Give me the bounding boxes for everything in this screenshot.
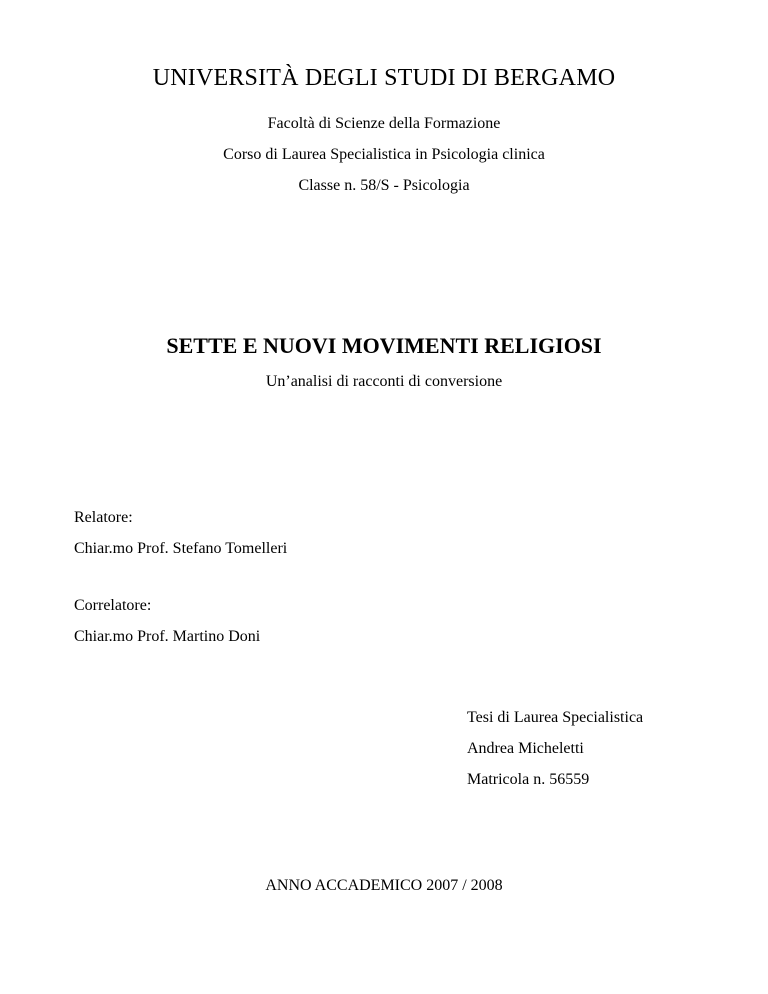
thesis-type: Tesi di Laurea Specialistica (467, 709, 644, 726)
relatore-name: Chiar.mo Prof. Stefano Tomelleri (74, 540, 288, 557)
thesis-subtitle: Un’analisi di racconti di conversione (265, 373, 503, 390)
thesis-title: SETTE E NUOVI MOVIMENTI RELIGIOSI (166, 333, 602, 358)
degree-class: Classe n. 58/S - Psicologia (298, 177, 470, 194)
relatore-label: Relatore: (74, 509, 133, 526)
academic-year: ANNO ACCADEMICO 2007 / 2008 (265, 877, 503, 894)
student-name: Andrea Micheletti (467, 740, 584, 757)
student-matricola: Matricola n. 56559 (467, 771, 590, 788)
correlatore-name: Chiar.mo Prof. Martino Doni (74, 628, 261, 645)
faculty-name: Facoltà di Scienze della Formazione (267, 115, 501, 132)
course-name: Corso di Laurea Specialistica in Psicologia clinica (223, 146, 545, 163)
university-name: UNIVERSITÀ DEGLI STUDI DI BERGAMO (152, 65, 616, 91)
correlatore-label: Correlatore: (74, 597, 152, 614)
